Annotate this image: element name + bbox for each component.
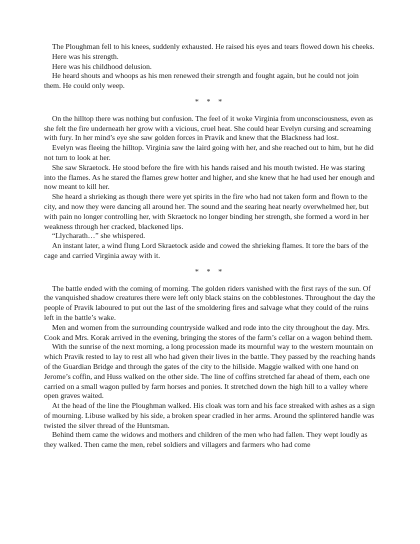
paragraph: With the sunrise of the next morning, a long procession made its mournful way to the western mountain on which Pravik rested to lay to rest all who had given their lives in the battle. They passed by the reaching hands of the Guardian Bridge and through the gates of the city to the hillside. Maggie walked with one hand on Jerome’s coffin, and Huss walked on the other side. The line of coffins stretched far ahead of them, each one carried on a small wagon pulled by farm horses and ponies. It stretched down the high hill to a valley where open graves waited. [44, 342, 376, 401]
scene-break: * * * [195, 267, 225, 277]
paragraph: Men and women from the surrounding countryside walked and rode into the city throughout the day. Mrs. Cook and Mrs. Korak arrived in the evening, bringing the stores of the farm’s cellar on a wagon behind them. [44, 322, 373, 342]
paragraph: She heard a shrieking as though there were yet spirits in the fire who had not taken form and flown to the city, and now they were dancing all around her. The sound and the searing heat nearly overwhelmed her, but with pain no longer controlling her, with Skraetock no longer binding her strength, she formed a word in her weakness through her cracked, blackened lips. [44, 192, 370, 231]
paragraph: “Llycharath…” she whispered. [52, 231, 146, 241]
paragraph: The Ploughman fell to his knees, suddenly exhausted. He raised his eyes and tears flowed down his cheeks. [52, 42, 375, 51]
paragraph: At the head of the line the Ploughman walked. His cloak was torn and his face streaked with ashes as a sign of mourning. Libuse walked by his side, a broken spear cradled in her arms. Around the splintered handle was twisted the silver thread of the Huntsman. [44, 401, 375, 430]
paragraph: Behind them came the widows and mothers and children of the men who had fallen. They wept loudly as they walked. Then came the men, rebel soldiers and villagers and farmers who had come [44, 430, 368, 450]
paragraph: Evelyn was fleeing the hilltop. Virginia saw the laird going with her, and she reached out to him, but he did not turn to look at her. [44, 143, 374, 162]
paragraph: The battle ended with the coming of morning. The golden riders vanished with the first rays of the sun. Of the vanquished shadow creatures there were left only black stains on the cobblestones. Throughout the day the people of Pravik laboured to put out the last of the smoldering fires and salvage what they could of the ruins left in the battle’s wake. [44, 283, 376, 322]
paragraph: He heard shouts and whoops as his men renewed their strength and fought again, but he could not join them. He could only weep. [44, 71, 359, 91]
paragraph: An instant later, a wind flung Lord Skraetock aside and cowed the shrieking flames. It tore the bars of the cage and carried Virginia away with it. [44, 241, 369, 260]
paragraph: She saw Skraetock. He stood before the fire with his hands raised and his mouth twisted. He was staring into the flames. As he stared the flames grew hotter and higher, and she knew that he had used her enough and now meant to kill her. [44, 162, 375, 192]
paragraph: Here was his strength. [52, 51, 119, 61]
scene-break: * * * [195, 97, 225, 107]
paragraph: Here was his childhood delusion. [52, 61, 152, 71]
paragraph: On the hilltop there was nothing but confusion. The feel of it woke Virginia from unconsciousness, even as she felt the fire underneath her grow with a vicious, cruel heat. She could hear Evelyn cursing and screaming with fury. In her mind’s eye she saw golden forces in Pravik and knew that the Blackness had lost. [44, 113, 373, 143]
page-body-text [44, 42, 376, 450]
